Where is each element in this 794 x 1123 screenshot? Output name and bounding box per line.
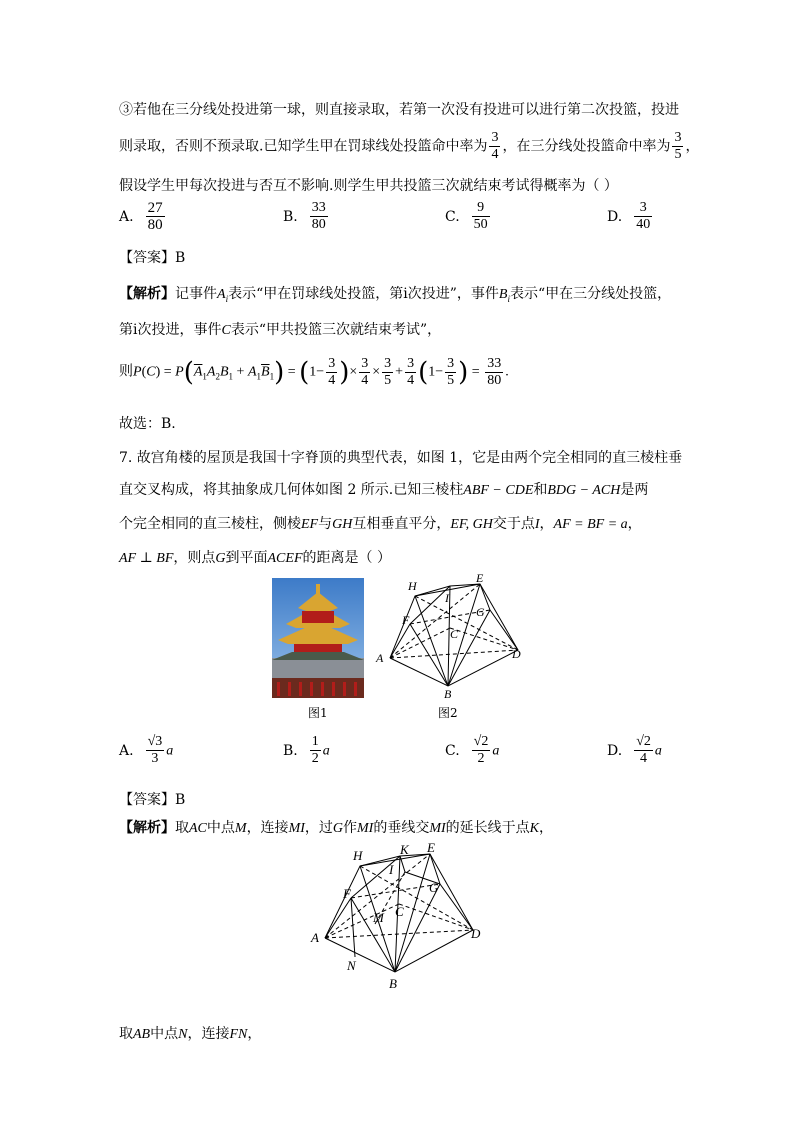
fig3-label-n: N [347,958,356,973]
fig2-label-c: C [450,627,459,641]
fig2-label-b: B [444,687,452,701]
fig2-label-g: G [476,605,485,619]
q7-line3: 个完全相同的直三棱柱，侧棱EF与GH互相垂直平分，EF, GH交于点I，AF = BF = a， [119,516,642,532]
fig3-label-m: M [373,910,384,925]
q7-analysis-line1: 【解析】取AC中点M，连接MI，过G作MI的垂线交MI的延长线于点K， [119,820,554,836]
fig3-label-c: C [395,904,404,919]
q7-line4: AF ⊥ BF，则点G到平面ACEF的距离是（ ） [119,550,391,566]
q6-option-d: D. $\frac{3}{40}$ [607,200,651,232]
q6-answer: 【答案】B [119,250,186,266]
q6-line3: 假设学生甲每次投进与否互不影响.则学生甲共投篮三次就结束考试得概率为（ ） [119,178,618,194]
q7-option-a: A. $\frac{√3}{3}$ a [119,734,174,766]
fig2-label-d: D [512,647,521,661]
q7-line1: 7. 故宫角楼的屋顶是我国十字脊顶的典型代表，如图 1，它是由两个完全相同的直三棱柱垂 [119,450,683,466]
fig2-label-h: H [408,579,417,593]
fig2-label-e: E [476,572,484,585]
fig3-label-h: H [353,848,363,863]
q6-line1: ③若他在三分线处投进第一球，则直接录取，若第一次没有投进可以进行第二次投篮，投进 [119,102,679,118]
fig3-label-i: I [389,862,394,877]
fig2-label-a: A [376,651,384,665]
q6-line2: 则录取，否则不预录取.已知学生甲在罚球线处投篮命中率为 $\frac{3}{4}$ ，在三分线处投篮命中率为 $\frac{3}{5}$ ， [119,130,700,162]
q6-option-b: B. $\frac{33}{80}$ [283,200,326,232]
q6-option-c: C. $\frac{9}{50}$ [445,200,488,232]
q6-analysis-line1: 【解析】记事件$A_i$表示“甲在罚球线处投篮，第i次投进”，事件$B_i$表示“甲在三分线处投篮， [119,286,672,304]
fraction: $\frac{3}{4}$ [491,130,499,162]
analysis-geometry-diagram [305,842,495,992]
fig3-label-g: G [429,880,439,895]
q6-analysis-line2: 第i次投进，事件C表示“甲共投篮三次就结束考试”， [119,322,442,338]
fig3-label-b: B [389,976,397,991]
corner-tower-photo [272,578,364,698]
q7-line2: 直交叉构成，将其抽象成几何体如图 2 所示.已知三棱柱ABF − CDE和BDG − ACH是两 [119,482,649,498]
q7-option-b: B. $\frac{1}{2}$ a [283,734,330,766]
fig2-label-i: I [445,591,449,605]
fig3-label-a: A [311,930,319,945]
fig2-label-f: F [402,613,410,627]
q7-option-c: C. $\frac{√2}{2}$ a [445,734,500,766]
q6-option-a: A. $\frac{27}{80}$ [119,200,163,233]
figure2-geometry-diagram [370,572,530,702]
fig3-label-d: D [471,926,481,941]
q7-option-d: D. $\frac{√2}{4}$ a [607,734,662,766]
figure1-caption: 图1 [308,706,328,720]
q6-formula: 则$P(C) = P(\overline{A}_1A_2B_1 + A_1\overline{B}_1) = (1-$ $\frac{3}{4}$ )× $\frac{3}{4}$ × $\frac{3}{5}$ + $\frac{3}{4}$ (1− $\frac{3}{5}$ ) = $\frac{33}{80}$ . [119,356,509,388]
q7-analysis-last-line: 取AB中点N，连接FN， [119,1026,262,1042]
fraction: $\frac{3}{5}$ [674,130,682,162]
fig3-label-k: K [400,842,409,857]
q7-answer: 【答案】B [119,792,186,808]
q6-conclusion: 故选：B. [119,416,176,432]
fig3-label-e: E [427,842,435,855]
figure2-caption: 图2 [438,706,458,720]
fig3-label-f: F [343,886,351,901]
